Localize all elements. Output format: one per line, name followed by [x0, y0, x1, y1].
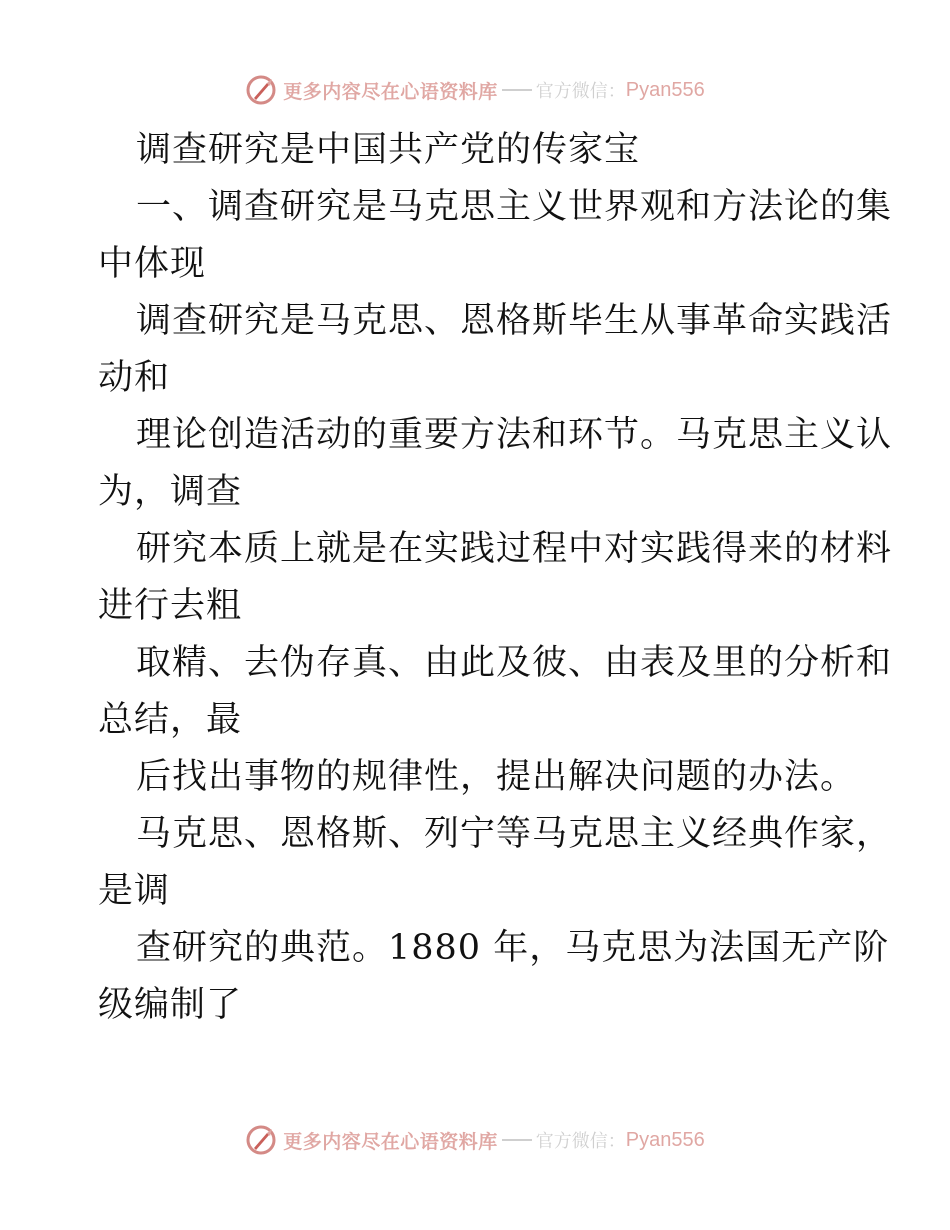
- section-heading: 一、调查研究是马克思主义世界观和方法论的集: [136, 187, 893, 227]
- wechat-label: 官方微信：: [535, 1131, 626, 1152]
- section-heading-cont: 中体现: [98, 244, 207, 284]
- wechat-label: 官方微信：: [535, 81, 626, 102]
- watermark-text: 更多内容尽在心语资料库: [283, 1130, 498, 1153]
- paragraph-line: 查研究的典范。1880 年，马克思为法国无产阶: [136, 928, 890, 968]
- paragraph-line: 进行去粗: [98, 586, 243, 626]
- paragraph-line: 级编制了: [98, 985, 243, 1025]
- wechat-id: Pyan556: [625, 1128, 705, 1151]
- paragraph-line: 取精、去伪存真、由此及彼、由表及里的分析和: [136, 643, 893, 683]
- wechat-id: Pyan556: [625, 78, 705, 101]
- watermark-text: 更多内容尽在心语资料库: [283, 80, 498, 103]
- footer-watermark: [0, 1122, 950, 1158]
- paragraph-line: 为，调查: [98, 472, 243, 512]
- paragraph-line: 马克思、恩格斯、列宁等马克思主义经典作家，: [136, 814, 893, 854]
- paragraph-line: 是调: [98, 871, 171, 911]
- quill-logo-icon: [245, 74, 277, 106]
- paragraph-line: 研究本质上就是在实践过程中对实践得来的材料: [136, 529, 893, 569]
- paragraph-line: 调查研究是马克思、恩格斯毕生从事革命实践活: [136, 301, 893, 341]
- paragraph-line: 理论创造活动的重要方法和环节。马克思主义认: [136, 415, 893, 455]
- header-watermark: [0, 72, 950, 108]
- watermark-separator: [502, 1139, 532, 1141]
- watermark-separator: [502, 89, 532, 91]
- paragraph-line: 后找出事物的规律性，提出解决问题的办法。: [136, 757, 857, 797]
- paragraph-line: 动和: [98, 358, 171, 398]
- quill-logo-icon: [245, 1124, 277, 1156]
- document-title: 调查研究是中国共产党的传家宝: [136, 130, 641, 170]
- paragraph-line: 总结，最: [98, 700, 243, 740]
- document-body: [98, 122, 893, 1034]
